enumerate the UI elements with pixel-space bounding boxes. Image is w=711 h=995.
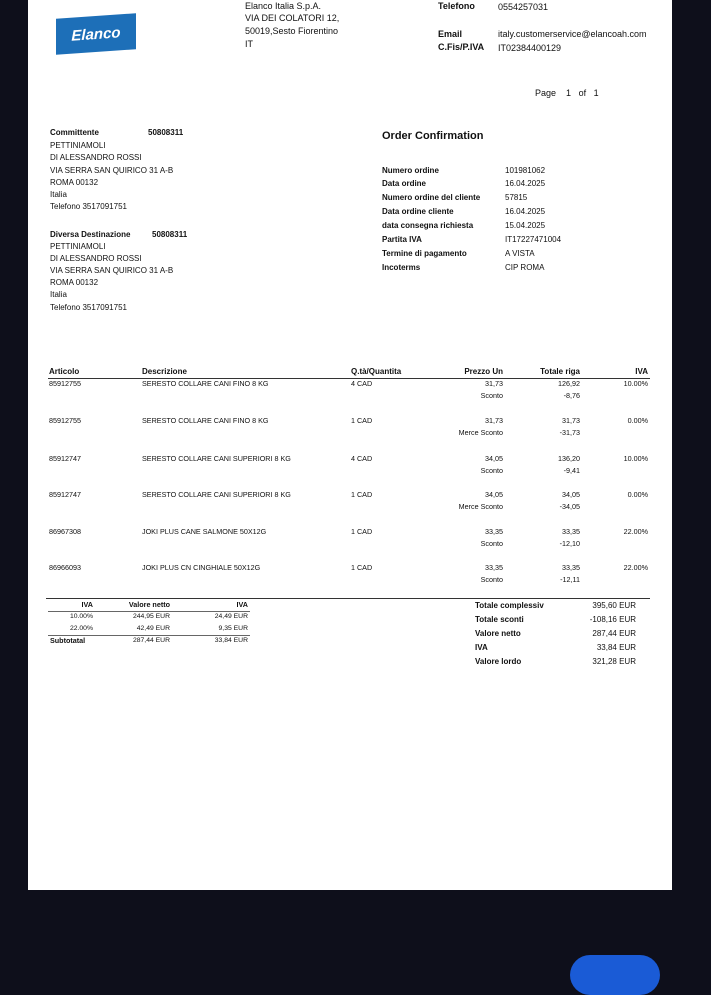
row-sub-value: -31,73 [559,428,580,437]
order-info-label: Data ordine [382,179,427,188]
row-iva: 10.00% [623,379,648,388]
row-iva: 10.00% [623,454,648,463]
company-vat: IT02384400129 [498,43,562,53]
page-number [535,88,599,99]
row-prezzo: 31,73 [485,416,503,425]
vat-row-rate: 10.00% [69,613,93,620]
order-info-label: Data ordine cliente [382,207,454,216]
row-qta: 1 CAD [351,416,373,425]
vat-header-divider [48,611,250,612]
row-prezzo: 33,35 [485,563,503,572]
row-sub-value: -12,11 [560,575,580,584]
row-articolo: 85912747 [49,490,81,499]
total-label: Totale sconti [475,615,524,624]
order-info-value: A VISTA [505,249,535,258]
destinazione-phone: Telefono 3517091751 [50,303,127,312]
elanco-logo [56,13,136,55]
company-phone: 0554257031 [498,2,549,12]
row-totale: 33,35 [562,527,580,536]
row-iva: 22.00% [623,527,648,536]
order-info-value: 16.04.2025 [505,207,546,216]
row-qta: 4 CAD [351,454,373,463]
company-address-1: VIA DEI COLATORI 12, [245,13,340,23]
email-label: Email [438,29,463,39]
vat-subtotal-netto: 287,44 EUR [132,637,170,644]
order-info-label: Termine di pagamento [382,249,467,258]
vat-row-rate: 22.00% [69,625,93,632]
destinazione-line: PETTINIAMOLI [50,242,106,251]
phone-label: Telefono [438,1,475,11]
company-email: italy.customerservice@elancoah.com [498,29,647,39]
committente-line: Italia [50,190,67,199]
committente-line: ROMA 00132 [50,178,99,187]
order-info-value: CIP ROMA [505,263,545,272]
table-footer-divider [46,598,650,599]
committente-phone: Telefono 3517091751 [50,202,127,211]
destinazione-line: ROMA 00132 [50,278,99,287]
floating-action-button[interactable] [570,955,660,995]
order-info-label: Partita IVA [382,235,422,244]
total-value: -108,16 EUR [589,615,636,624]
total-label: Valore netto [475,629,521,638]
doc-title: Order Confirmation [382,130,484,142]
committente-label: Committente [50,128,99,137]
row-articolo: 86966093 [49,563,81,572]
order-info-value: 15.04.2025 [505,221,546,230]
page-label: Page [535,88,557,98]
row-iva: 0.00% [627,416,648,425]
vat-row-amount: 9,35 EUR [218,625,248,632]
vat-header-iva: IVA [81,600,93,609]
order-info-label: data consegna richiesta [382,221,474,230]
col-header-prezzo: Prezzo Un [464,367,503,376]
col-header-totale: Totale riga [540,367,580,376]
committente-code: 50808311 [148,128,184,137]
row-descrizione: SERESTO COLLARE CANI FINO 8 KG [142,416,269,425]
vat-row-amount: 24,49 EUR [214,613,248,620]
row-totale: 34,05 [562,490,580,499]
row-articolo: 85912747 [49,454,81,463]
row-descrizione: JOKI PLUS CANE SALMONE 50X12G [142,527,267,536]
total-value: 395,60 EUR [592,601,636,610]
total-value: 33,84 EUR [596,643,636,652]
document-page [28,0,672,890]
row-descrizione: SERESTO COLLARE CANI FINO 8 KG [142,379,269,388]
total-value: 287,44 EUR [592,629,636,638]
vat-row-netto: 244,95 EUR [132,613,170,620]
row-descrizione: JOKI PLUS CN CINGHIALE 50X12G [142,563,261,572]
vat-header-iva-amt: IVA [236,600,248,609]
order-info-label: Incoterms [382,263,421,272]
total-label: Totale complessiv [475,601,544,610]
row-totale: 136,20 [558,454,580,463]
committente-line: PETTINIAMOLI [50,141,106,150]
total-value: 321,28 EUR [592,657,636,666]
row-prezzo: 34,05 [485,454,503,463]
destinazione-code: 50808311 [152,230,188,239]
row-articolo: 86967308 [49,527,81,536]
total-label: IVA [475,643,488,652]
row-articolo: 85912755 [49,379,81,388]
vat-row-netto: 42,49 EUR [136,625,170,632]
row-qta: 4 CAD [351,379,373,388]
row-descrizione: SERESTO COLLARE CANI SUPERIORI 8 KG [142,454,291,463]
row-sub-label: Sconto [480,539,503,548]
order-info-value: IT17227471004 [505,235,562,244]
row-qta: 1 CAD [351,563,373,572]
row-totale: 33,35 [562,563,580,572]
row-sub-label: Sconto [480,466,503,475]
row-prezzo: 33,35 [485,527,503,536]
destinazione-line: Italia [50,290,67,299]
col-header-iva: IVA [635,367,648,376]
order-info-label: Numero ordine [382,166,439,175]
row-sub-value: -8,76 [563,391,580,400]
row-descrizione: SERESTO COLLARE CANI SUPERIORI 8 KG [142,490,291,499]
page-of: of [578,88,587,98]
row-sub-value: -12,10 [559,539,580,548]
row-prezzo: 31,73 [485,379,503,388]
col-header-qta: Q.tà/Quantita [351,367,402,376]
row-sub-label: Merce Sconto [458,502,503,511]
destinazione-line: DI ALESSANDRO ROSSI [50,254,142,263]
company-name: Elanco Italia S.p.A. [245,1,322,11]
committente-line: DI ALESSANDRO ROSSI [50,153,142,162]
row-sub-label: Sconto [480,575,503,584]
logo-text: Elanco [71,23,121,45]
row-qta: 1 CAD [351,490,373,499]
row-totale: 31,73 [562,416,580,425]
page-total: 1 [593,88,599,98]
order-info-value: 16.04.2025 [505,179,546,188]
vat-subtotal-label: Subtotatal [50,636,86,645]
row-totale: 126,92 [558,379,580,388]
total-label: Valore lordo [475,657,522,666]
row-sub-label: Merce Sconto [458,428,503,437]
committente-line: VIA SERRA SAN QUIRICO 31 A-B [50,166,174,175]
vat-header-netto: Valore netto [128,600,170,609]
destinazione-label: Diversa Destinazione [50,230,131,239]
row-iva: 22.00% [623,563,648,572]
row-prezzo: 34,05 [485,490,503,499]
col-header-descrizione: Descrizione [142,367,187,376]
row-iva: 0.00% [627,490,648,499]
row-sub-value: -34,05 [559,502,580,511]
order-info-value: 101981062 [505,166,546,175]
row-qta: 1 CAD [351,527,373,536]
row-sub-label: Sconto [480,391,503,400]
company-country: IT [245,39,253,49]
vat-subtotal-amount: 33,84 EUR [214,637,248,644]
page-current: 1 [566,88,572,98]
order-info-value: 57815 [505,193,528,202]
row-sub-value: -9,41 [563,466,580,475]
company-address-2: 50019,Sesto Fiorentino [245,26,339,36]
col-header-articolo: Articolo [49,367,80,376]
row-articolo: 85912755 [49,416,81,425]
order-info-label: Numero ordine del cliente [382,193,481,202]
vat-label: C.Fis/P.IVA [438,42,485,52]
destinazione-line: VIA SERRA SAN QUIRICO 31 A-B [50,266,174,275]
